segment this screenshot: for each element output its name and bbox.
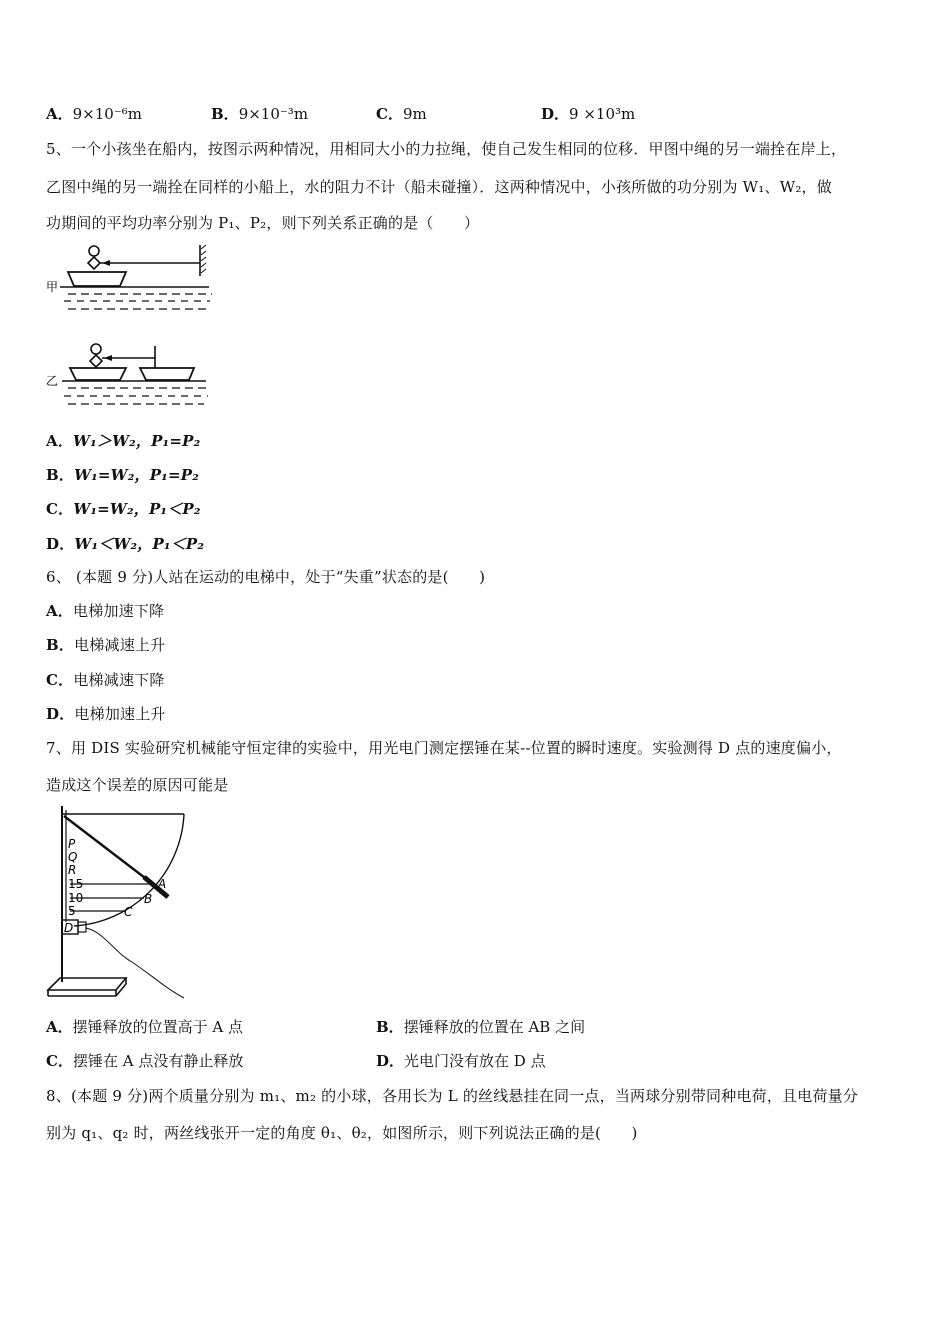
option-text: 电梯加速下降 [73, 602, 165, 620]
option-letter: D． [541, 105, 570, 123]
q8-stem-line-2: 别为 q₁、q₂ 时，两丝线张开一定的角度 θ₁、θ₂，如图所示，则下列说法正确的是( ) [46, 1124, 638, 1142]
option-letter: B． [46, 636, 75, 654]
q4-option-b[interactable] [211, 103, 308, 124]
option-text: W₁=W₂，P₁＜P₂ [73, 500, 201, 518]
q5-option-c[interactable] [46, 498, 201, 519]
q6-stem: 6、 (本题 9 分)人站在运动的电梯中，处于“失重”状态的是( ) [46, 568, 486, 586]
option-letter: C． [46, 500, 74, 518]
option-text: 电梯加速上升 [74, 705, 166, 723]
option-letter: B． [46, 466, 75, 484]
q5-option-a[interactable] [46, 430, 200, 451]
q4-option-c[interactable] [376, 103, 427, 124]
option-text: 摆锤释放的位置在 AB 之间 [403, 1018, 586, 1036]
option-letter: D． [376, 1052, 405, 1070]
q5-option-b[interactable] [46, 464, 199, 485]
q5-stem-line-1: 5、一个小孩坐在船内，按图示两种情况，用相同大小的力拉绳，使自己发生相同的位移．甲图中绳的另一端拴在岸上， [46, 140, 847, 158]
option-letter: A． [46, 602, 74, 620]
option-text: 9 ×10³m [569, 105, 636, 123]
label-r: R [68, 863, 77, 877]
q6-option-b[interactable] [46, 634, 165, 655]
label-10: 10 [68, 891, 84, 905]
q7-option-d[interactable] [376, 1050, 546, 1071]
q8-stem-line-1: 8、(本题 9 分)两个质量分别为 m₁、m₂ 的小球，各用长为 L 的丝线悬挂在同一点，当两球分别带同种电荷，且电荷量分 [46, 1087, 859, 1105]
option-letter: C． [46, 671, 74, 689]
q6-option-a[interactable] [46, 600, 164, 621]
label-15: 15 [68, 877, 84, 891]
option-letter: C． [376, 105, 403, 123]
q7-option-b[interactable] [376, 1016, 585, 1037]
option-text: 电梯减速上升 [74, 636, 166, 654]
option-letter: C． [46, 1052, 73, 1070]
q7-stem-line-1: 7、用 DIS 实验研究机械能守恒定律的实验中，用光电门测定摆锤在某--位置的瞬时速度。实验测得 D 点的速度偏小， [46, 739, 842, 757]
label-d: D [64, 921, 74, 935]
q5-stem-line-3: 功期间的平均功率分别为 P₁、P₂，则下列关系正确的是（ ） [46, 214, 480, 232]
option-text: W₁＜W₂，P₁＜P₂ [74, 535, 205, 553]
pendulum-figure [44, 802, 204, 1004]
option-letter: D． [46, 705, 75, 723]
q4-option-a[interactable] [46, 103, 142, 124]
option-text: 摆锤释放的位置高于 A 点 [72, 1018, 244, 1036]
q5-option-d[interactable] [46, 533, 204, 554]
option-letter: A． [46, 1018, 73, 1036]
q4-option-d[interactable] [541, 103, 635, 124]
figure-label-a: 甲 [46, 280, 59, 294]
label-b: B [144, 892, 153, 906]
option-text: 9×10⁻³m [238, 105, 309, 123]
q5-stem-line-2: 乙图中绳的另一端拴在同样的小船上，水的阻力不计（船未碰撞）．这两种情况中，小孩所做的功分别为 W₁、W₂，做 [46, 178, 832, 196]
label-a: A [158, 877, 167, 891]
option-letter: A． [46, 432, 74, 450]
option-text: W₁＞W₂，P₁=P₂ [73, 432, 201, 450]
q7-option-a[interactable] [46, 1016, 243, 1037]
option-text: W₁=W₂，P₁=P₂ [74, 466, 199, 484]
label-c: C [124, 905, 133, 919]
label-5: 5 [68, 904, 76, 918]
option-text: 电梯减速下降 [73, 671, 165, 689]
option-text: 光电门没有放在 D 点 [404, 1052, 546, 1070]
figure-label-b: 乙 [46, 374, 59, 388]
q7-option-c[interactable] [46, 1050, 243, 1071]
option-text: 9m [402, 105, 427, 123]
option-text: 9×10⁻⁶m [72, 105, 142, 123]
option-letter: B． [211, 105, 239, 123]
option-letter: D． [46, 535, 75, 553]
q6-option-c[interactable] [46, 669, 165, 690]
label-q: Q [68, 850, 78, 864]
option-text: 摆锤在 A 点没有静止释放 [72, 1052, 244, 1070]
boat-figure-b [44, 338, 224, 418]
q6-option-d[interactable] [46, 703, 166, 724]
option-letter: A． [46, 105, 73, 123]
q7-stem-line-2: 造成这个误差的原因可能是 [46, 776, 229, 794]
option-letter: B． [376, 1018, 404, 1036]
label-p: P [68, 837, 76, 851]
boat-figure-a [44, 240, 224, 320]
